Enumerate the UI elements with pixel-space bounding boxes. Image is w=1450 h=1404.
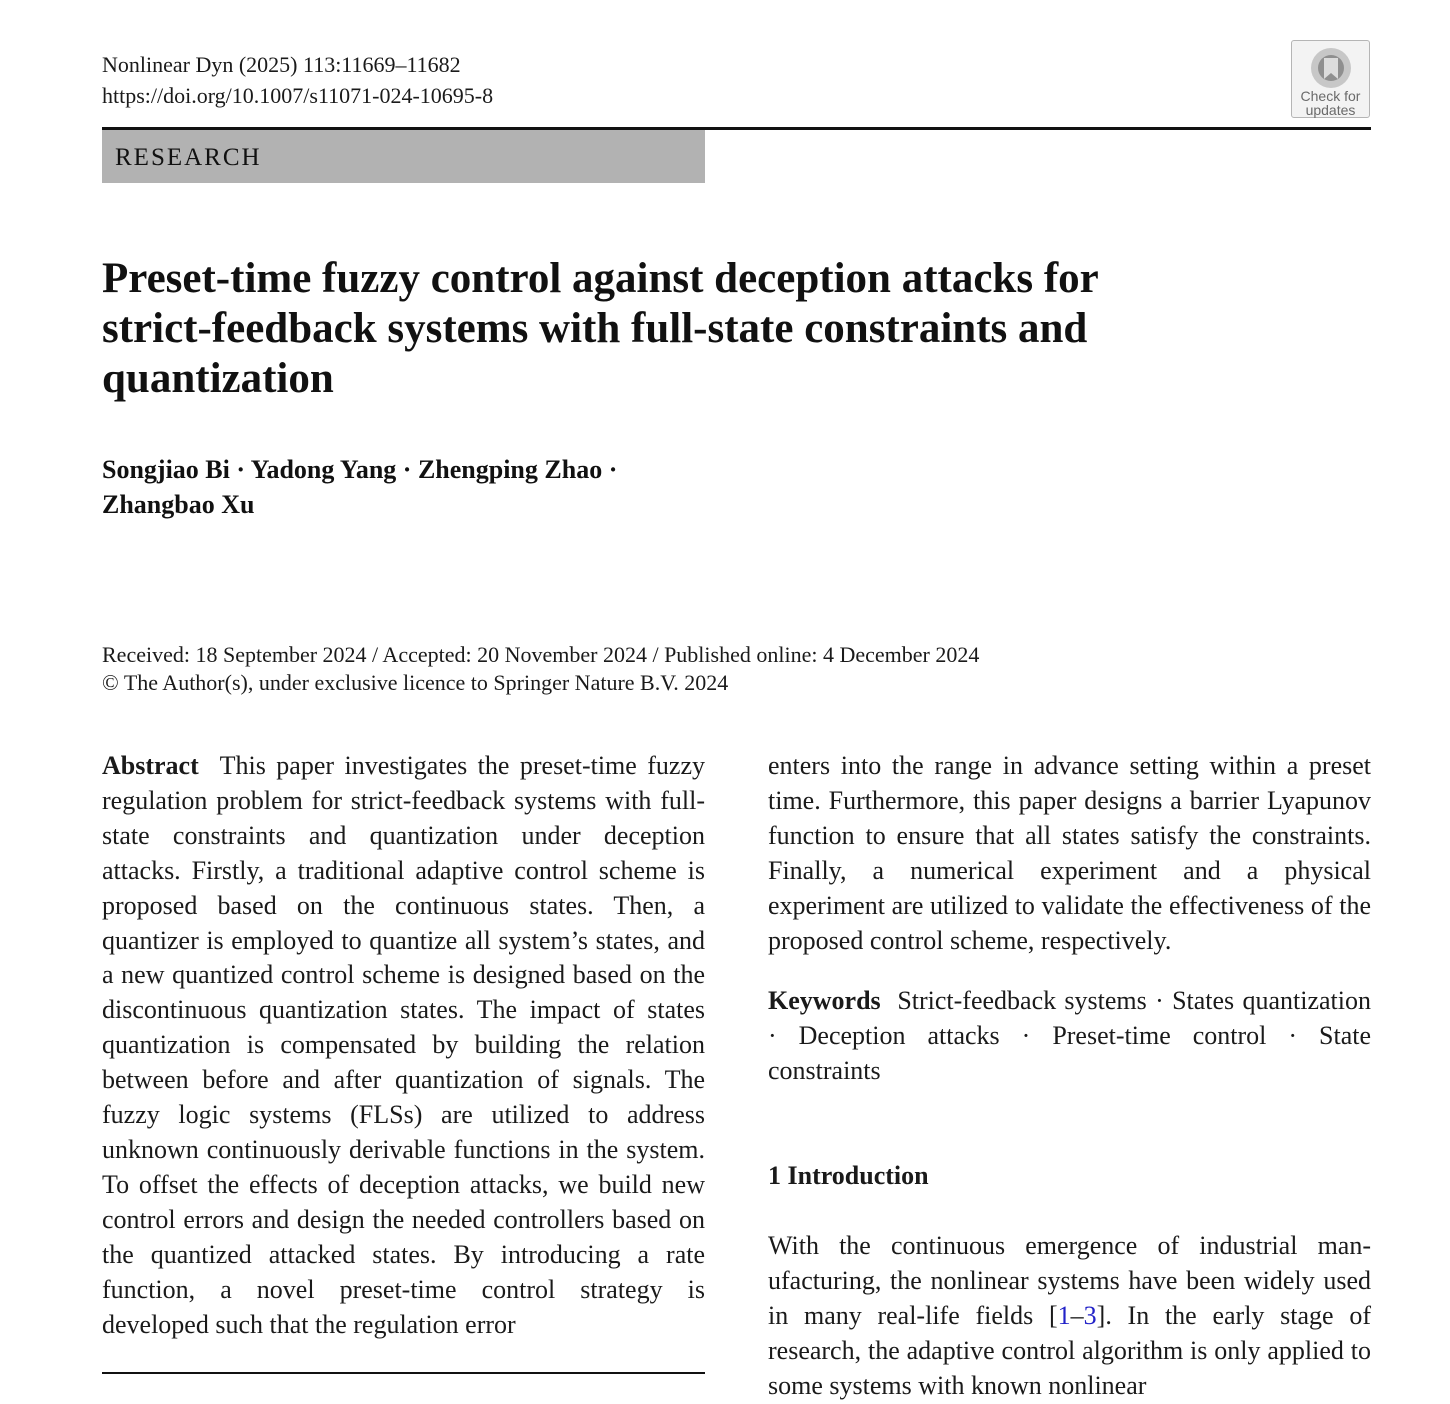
right-column [768,749,1371,1404]
abstract-left-column [102,749,705,1342]
article-type-label: RESEARCH [102,130,705,183]
keywords-block [768,984,1371,1089]
footnote-rule [102,1372,705,1374]
abstract-text-right: enters into the range in advance setting within a preset time. Furthermore, this paper designs a barrier Lyapunov function to ensure that all states satisfy the constraints. Finally, a numerical experiment and a physical experiment are utilized to validate the effectiveness of the proposed control scheme, respectively. [768,751,1371,955]
crossmark-icon [1309,46,1353,90]
intro-text-after: ]. In the early stage of research, the adaptive control algorithm is only applied to some systems with known nonlinear [768,1300,1371,1400]
intro-text-before: With the continuous emergence of industrial manufacturing, the nonlinear systems have been widely used in many real-life fields [ [768,1231,1371,1330]
abstract-text-left: This paper investigates the preset-time fuzzy regulation problem for strict-feedback systems with full-state constraints and quantization under deception attacks. Firstly, a traditional adaptive control scheme is proposed based on the continuous states. Then, a quantizer is employed to quantize all system’s states, and a new quantized control scheme is designed based on the discontinuous quantization states. The impact of states quantization is compensated by building the relation between before and after quantization of signals. The fuzzy logic systems (FLSs) are utilized to address unknown continuously derivable functions in the system. To offset the effects of deception attacks, we build new control errors and design the needed controllers based on the quantized attacked states. By introducing a rate function, a novel preset-time control strategy is developed such that the regulation error [102,751,705,1339]
author-line-2[interactable]: Zhangbao Xu [102,490,255,519]
citation-link-1[interactable]: 1 [1057,1300,1071,1330]
author-list [102,452,722,522]
keywords-label: Keywords [768,986,881,1016]
publication-dates: Received: 18 September 2024 / Accepted: 20 November 2024 / Published online: 4 December 2024 [102,642,980,667]
updates-label: updates [1305,102,1356,118]
introduction-text [768,1229,1371,1404]
copyright-notice: © The Author(s), under exclusive licence to Springer Nature B.V. 2024 [102,670,729,695]
introduction-heading: 1 Introduction [768,1161,929,1191]
citation-link-3[interactable]: 3 [1083,1300,1097,1330]
check-for-updates-badge[interactable] [1291,40,1370,118]
paper-title: Preset-time fuzzy control against deception attacks for strict-feedback systems with full-state constraints and quantization [102,255,1098,402]
check-for-label: Check for [1300,88,1361,104]
doi-link[interactable]: https://doi.org/10.1007/s11071-024-10695-8 [102,83,494,108]
citation-range-dash: – [1070,1300,1084,1330]
abstract-label: Abstract [102,751,199,780]
journal-citation: Nonlinear Dyn (2025) 113:11669–11682 [102,52,461,77]
author-line-1[interactable]: Songjiao Bi · Yadong Yang · Zhengping Zhao · [102,455,618,484]
keywords-text: Strict-feedback systems · States quantization · Deception attacks · Preset-time control · State constraints [768,986,1371,1086]
